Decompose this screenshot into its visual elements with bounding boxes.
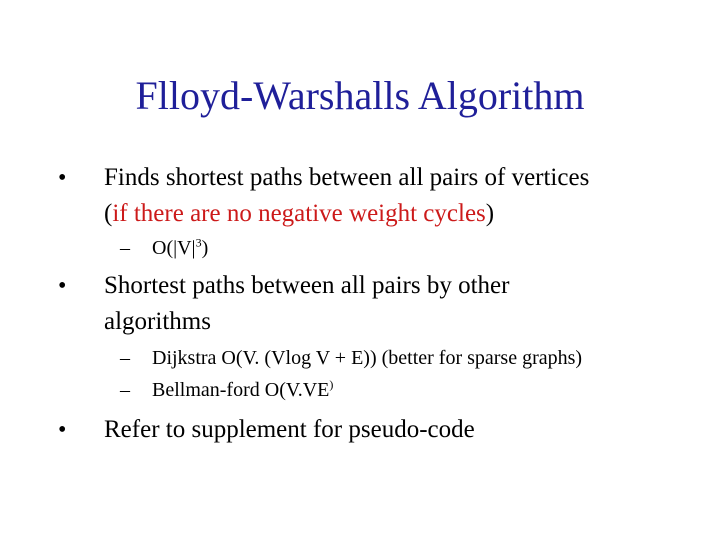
bullet-icon: • [58, 417, 67, 443]
bellman-ford-text: Bellman-ford O(V.VE) [152, 377, 334, 401]
bullet-text-line: Shortest paths between all pairs by other [104, 272, 510, 299]
dash-icon: – [120, 347, 130, 369]
paren-close: ) [485, 200, 495, 227]
bullet-text-line: Refer to supplement for pseudo-code [104, 416, 475, 443]
dijkstra-text: Dijkstra O(V. (Vlog V + E)) (better for sparse graphs) [152, 347, 583, 369]
bullet-text-line: algorithms [104, 308, 211, 335]
complexity-text: $O(|V|^3)$ [152, 235, 209, 259]
highlighted-condition: if there are no negative weight cycles [112, 200, 486, 227]
superscript: ) [329, 377, 334, 392]
bullet-text-line: Finds shortest paths between all pairs of vertices [104, 164, 590, 191]
bullet-icon: • [58, 165, 67, 191]
bullet-text-line [104, 196, 704, 232]
bullet-icon: • [58, 273, 67, 299]
exponent: 3 [195, 235, 202, 250]
paren-open: ( [104, 200, 113, 227]
slide-title: Flloyd-Warshalls Algorithm [135, 73, 585, 118]
dash-icon: – [120, 237, 130, 259]
dash-icon: – [120, 379, 130, 401]
